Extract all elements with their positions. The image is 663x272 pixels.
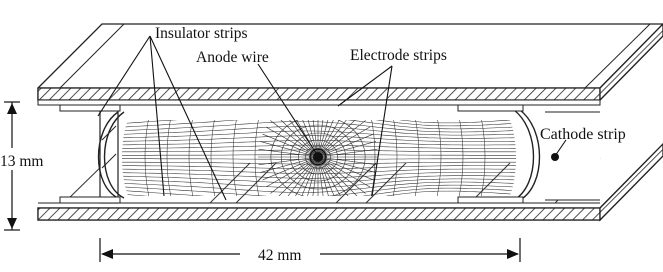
label-insulator-strips: Insulator strips xyxy=(155,25,248,42)
dimension-height-label: 13 mm xyxy=(0,153,44,170)
field-line xyxy=(110,112,536,126)
equipotential-arc xyxy=(233,112,238,202)
label-electrode-strips: Electrode strips xyxy=(350,47,447,64)
equipotential-arc xyxy=(211,112,216,202)
left-insulator-wall xyxy=(60,105,124,203)
dimension-width-label: 42 mm xyxy=(258,247,302,264)
width-dimension xyxy=(100,238,520,264)
label-anode-wire: Anode wire xyxy=(196,49,269,66)
equipotential-arc xyxy=(167,112,172,202)
equipotential-arc xyxy=(414,112,419,202)
field-line xyxy=(110,117,536,129)
field-line xyxy=(110,179,536,188)
field-line xyxy=(110,126,536,135)
cathode-strip-dot xyxy=(551,153,559,161)
height-dimension xyxy=(0,102,44,230)
right-cathode-wall xyxy=(458,105,600,203)
label-cathode-strip: Cathode strip xyxy=(540,126,626,143)
